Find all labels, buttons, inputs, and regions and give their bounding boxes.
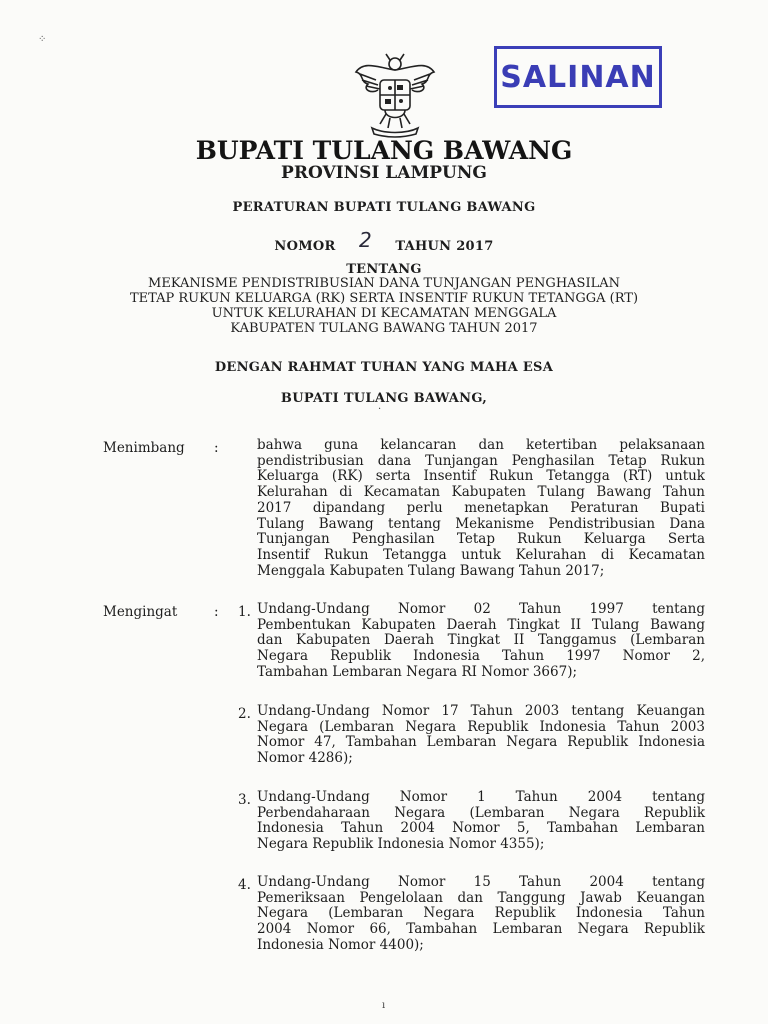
mengingat-item — [257, 602, 705, 681]
text-line: Negara Republik Indonesia Nomor 4355); — [257, 836, 545, 853]
text-line: 2004 Nomor 66, Tambahan Lembaran Negara Republik — [257, 921, 705, 938]
menimbang-paragraph — [257, 438, 705, 579]
mengingat-colon: : — [214, 604, 219, 620]
text-line: Tambahan Lembaran Negara RI Nomor 3667); — [257, 663, 578, 680]
item-number: 2. — [238, 706, 251, 722]
scan-speck: ı — [382, 1000, 386, 1011]
text-line: Keluarga (RK) serta Insentif Rukun Tetangga (RT) untuk — [257, 468, 705, 485]
text-line: Perbendaharaan Negara (Lembaran Negara Republik — [257, 804, 705, 821]
document-title: BUPATI TULANG BAWANG — [195, 136, 573, 165]
mengingat-item — [257, 875, 705, 954]
subject-line: TETAP RUKUN KELUARGA (RK) SERTA INSENTIF RUKUN TETANGGA (RT) — [129, 291, 639, 306]
text-line: Undang-Undang Nomor 1 Tahun 2004 tentang — [257, 789, 705, 805]
scan-speck: · — [378, 404, 382, 415]
text-line: Tunjangan Penghasilan Tetap Rukun Keluarga Serta — [257, 531, 705, 548]
salinan-stamp: SALINAN — [494, 46, 662, 108]
tahun-label: TAHUN 2017 — [395, 239, 494, 254]
subject-line: UNTUK KELURAHAN DI KECAMATAN MENGGALA — [211, 306, 557, 321]
subject-line: MEKANISME PENDISTRIBUSIAN DANA TUNJANGAN PENGHASILAN — [148, 276, 620, 291]
item-number: 1. — [238, 604, 251, 620]
bupati-heading: BUPATI TULANG BAWANG, — [280, 391, 488, 406]
text-line: Nomor 4286); — [257, 750, 353, 767]
text-line: dan Kabupaten Daerah Tingkat II Tanggamus (Lembaran — [257, 632, 705, 649]
menimbang-label: Menimbang — [103, 440, 185, 456]
text-line: Menggala Kabupaten Tulang Bawang Tahun 2017; — [257, 562, 605, 579]
rahmat-heading: DENGAN RAHMAT TUHAN YANG MAHA ESA — [214, 360, 554, 375]
subject-line: KABUPATEN TULANG BAWANG TAHUN 2017 — [230, 321, 538, 336]
text-line: Insentif Rukun Tetangga untuk Kelurahan di Kecamatan — [257, 546, 705, 563]
tentang-heading: TENTANG — [346, 262, 422, 277]
nomor-label: NOMOR — [274, 239, 336, 254]
text-line: pendistribusian dana Tunjangan Penghasilan Tetap Rukun — [257, 452, 705, 469]
text-line: Undang-Undang Nomor 15 Tahun 2004 tentang — [257, 874, 705, 890]
garuda-emblem-icon — [350, 50, 440, 140]
text-line: Undang-Undang Nomor 02 Tahun 1997 tentang — [257, 601, 705, 617]
text-line: Indonesia Nomor 4400); — [257, 936, 424, 953]
text-line: Pemeriksaan Pengelolaan dan Tanggung Jawab Keuangan — [257, 889, 705, 906]
item-number: 3. — [238, 792, 251, 808]
text-line: Nomor 47, Tambahan Lembaran Negara Republik Indonesia — [257, 734, 705, 751]
text-line: Undang-Undang Nomor 17 Tahun 2003 tentang Keuangan — [257, 703, 705, 719]
text-line: Negara Republik Indonesia Tahun 1997 Nomor 2, — [257, 648, 705, 665]
nomor-value: 2 — [358, 228, 372, 252]
text-line: Tulang Bawang tentang Mekanisme Pendistribusian Dana — [257, 515, 705, 532]
text-line: bahwa guna kelancaran dan ketertiban pelaksanaan — [257, 437, 705, 453]
text-line: Negara (Lembaran Negara Republik Indonesia Tahun 2003 — [257, 718, 705, 735]
mengingat-item — [257, 790, 705, 853]
mengingat-label: Mengingat — [103, 604, 178, 620]
item-number: 4. — [238, 877, 251, 893]
regulation-subject — [0, 276, 768, 336]
scan-speck: ⁘ — [38, 34, 47, 45]
text-line: Negara (Lembaran Negara Republik Indonesia Tahun — [257, 905, 705, 922]
mengingat-item — [257, 704, 705, 767]
regulation-number — [0, 228, 768, 255]
text-line: Pembentukan Kabupaten Daerah Tingkat II Tulang Bawang — [257, 616, 705, 633]
menimbang-colon: : — [214, 440, 219, 456]
text-line: Indonesia Tahun 2004 Nomor 5, Tambahan Lembaran — [257, 820, 705, 837]
text-line: Kelurahan di Kecamatan Kabupaten Tulang Bawang Tahun — [257, 484, 705, 501]
regulation-title: PERATURAN BUPATI TULANG BAWANG — [232, 200, 536, 215]
text-line: 2017 dipandang perlu menetapkan Peraturan Bupati — [257, 499, 705, 516]
province-title: PROVINSI LAMPUNG — [281, 163, 487, 183]
